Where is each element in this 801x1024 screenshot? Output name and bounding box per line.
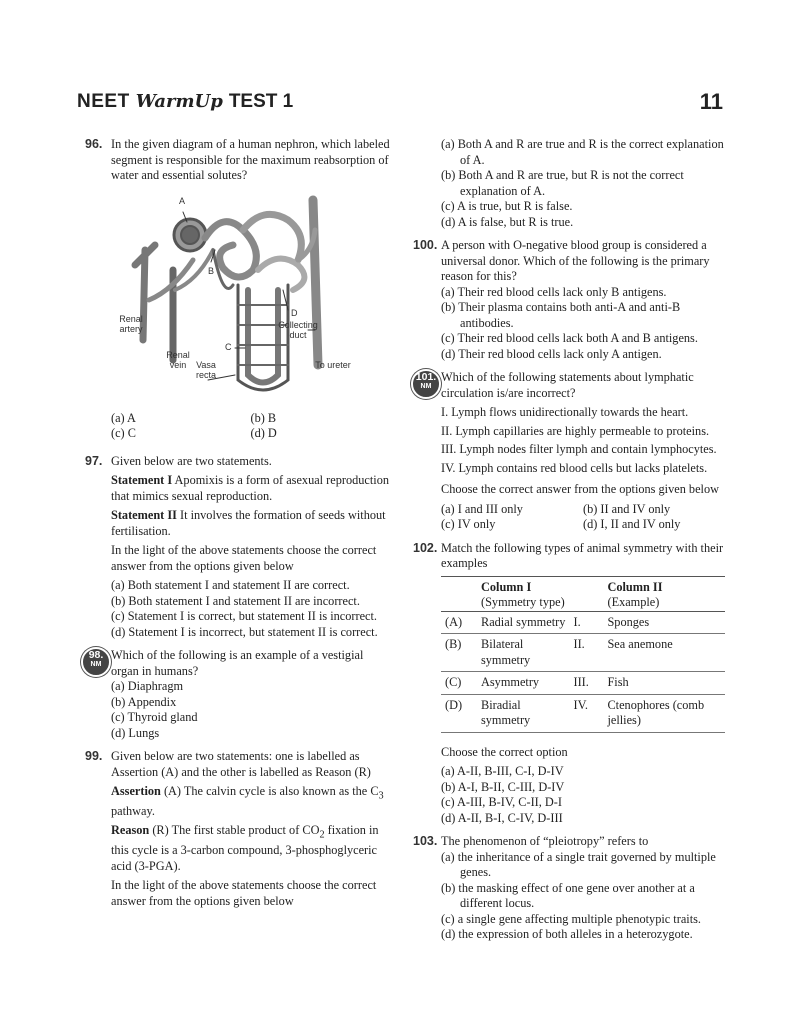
- match-table: [441, 576, 725, 733]
- statement-1: [111, 473, 390, 504]
- option-c[interactable]: (c) Their red blood cells lack both A and B antigens.: [441, 331, 698, 345]
- table-row: [441, 694, 725, 732]
- option-d[interactable]: (d) the expression of both alleles in a heterozygote.: [441, 927, 693, 941]
- question-text: Match the following types of animal symmetry with their examples: [441, 540, 724, 570]
- statement-iii: III. Lymph nodes filter lymph and contain lymphocytes.: [441, 442, 717, 456]
- option-c[interactable]: (c) a single gene affecting multiple phenotypic traits.: [441, 911, 701, 926]
- badge-nm: NM: [90, 661, 102, 668]
- statement-text: Apomixis is a form of asexual reproduction that mimics sexual reproduction.: [111, 473, 389, 503]
- option-a[interactable]: (a) Both A and R are true and R is the correct explanation of A.: [441, 137, 724, 167]
- row-value: Radial symmetry: [481, 614, 566, 629]
- question-number: 103.: [413, 834, 438, 848]
- subscript: 2: [319, 829, 325, 841]
- option-b[interactable]: (b) Both A and R are true, but R is not the correct explanation of A.: [441, 168, 684, 198]
- diagram-label-b: B: [208, 265, 215, 276]
- question-text: Which of the following statements about lymphatic circulation is/are incorrect?: [441, 370, 694, 400]
- row-key: (A): [445, 614, 463, 629]
- left-column: [85, 137, 390, 909]
- diagram-label-renal-vein: Renal vein: [166, 349, 190, 370]
- option-b[interactable]: (b) A-I, B-II, C-III, D-IV: [441, 779, 565, 794]
- row-key: (D): [445, 697, 463, 712]
- option-b[interactable]: (b) Appendix: [111, 694, 177, 709]
- row-value: Bilateral symmetry: [481, 637, 531, 667]
- option-c[interactable]: (c) A is true, but R is false.: [441, 199, 573, 213]
- badge-nm: NM: [420, 383, 432, 390]
- column-2-subtitle: (Example): [607, 595, 660, 609]
- nephron-illustration: [113, 190, 373, 405]
- row-num: I.: [573, 614, 581, 629]
- reason-text: (R) The first stable product of CO: [149, 823, 320, 838]
- option-c[interactable]: (c) A-III, B-IV, C-II, D-I: [441, 795, 562, 809]
- header-test: TEST 1: [228, 91, 294, 112]
- page-header: [77, 91, 293, 113]
- option-c[interactable]: (c) IV only: [441, 517, 496, 531]
- option-d[interactable]: (d) Statement I is incorrect, but statement II is correct.: [111, 624, 378, 639]
- option-d[interactable]: (d) A-II, B-I, C-IV, D-III: [441, 810, 563, 825]
- question-99-options: [415, 137, 725, 230]
- statement-text: It involves the formation of seeds without fertilisation.: [111, 508, 386, 538]
- table-row: [441, 672, 725, 695]
- diagram-label-ureter: To ureter: [315, 359, 351, 370]
- instruction: Choose the correct answer from the options given below: [441, 482, 719, 496]
- reason-text-end: fixation in this cycle is a 3-carbon compound, 3-phosphoglyceric acid (3-PGA).: [111, 823, 379, 873]
- options-grid: [441, 502, 725, 533]
- statement-label: Statement I: [111, 473, 173, 487]
- table-row: [441, 634, 725, 672]
- question-101: [415, 370, 725, 533]
- column-2-title: Column II: [607, 579, 663, 594]
- statement-iv: IV. Lymph contains red blood cells but lacks platelets.: [441, 460, 708, 475]
- question-number: 99.: [85, 749, 103, 763]
- subscript: 3: [378, 790, 384, 802]
- question-text: Given below are two statements.: [111, 453, 272, 468]
- row-num: II.: [573, 637, 585, 651]
- question-100: [415, 238, 725, 362]
- option-a[interactable]: (a) A: [111, 410, 136, 425]
- diagram-label-renal-artery: Renal artery: [119, 313, 143, 334]
- instruction: In the light of the above statements choose the correct answer from the options given below: [111, 543, 377, 573]
- option-c[interactable]: (c) C: [111, 426, 136, 440]
- option-c[interactable]: (c) Statement I is correct, but statement II is incorrect.: [111, 609, 377, 623]
- question-number: 97.: [85, 453, 103, 468]
- option-a[interactable]: (a) Both statement I and statement II are correct.: [111, 578, 350, 592]
- header-warmup: WarmUp: [135, 91, 223, 112]
- diagram-label-c: C: [225, 341, 232, 352]
- question-text: Which of the following is an example of a vestigial organ in humans?: [111, 648, 364, 678]
- question-98: [85, 648, 390, 741]
- question-103: [415, 834, 725, 943]
- option-a[interactable]: (a) I and III only: [441, 501, 523, 516]
- row-value: Asymmetry: [481, 675, 540, 689]
- question-97: [85, 454, 390, 641]
- option-d[interactable]: (d) Their red blood cells lack only A antigen.: [441, 346, 662, 361]
- column-1-subtitle: (Symmetry type): [481, 595, 565, 609]
- option-b[interactable]: (b) Their plasma contains both anti-A and anti-B antibodies.: [441, 300, 681, 330]
- row-num: IV.: [573, 697, 588, 712]
- option-a[interactable]: (a) Diaphragm: [111, 679, 184, 693]
- option-a[interactable]: (a) A-II, B-III, C-I, D-IV: [441, 764, 564, 778]
- row-value: Biradial symmetry: [481, 697, 531, 727]
- row-example: Sea anemone: [607, 637, 673, 651]
- reason-label: Reason: [111, 823, 150, 838]
- question-text: Given below are two statements: one is labelled as Assertion (A) and the other is labelled as Reason (R): [111, 749, 371, 779]
- option-c[interactable]: (c) Thyroid gland: [111, 710, 198, 724]
- question-text: The phenomenon of “pleiotropy” refers to: [441, 834, 649, 848]
- nm-badge: [81, 647, 111, 677]
- assertion-label: Assertion: [111, 784, 161, 798]
- question-number: 102.: [413, 540, 438, 555]
- nephron-diagram: [113, 190, 373, 405]
- right-column: [415, 137, 725, 943]
- question-number: 100.: [413, 238, 438, 252]
- row-example: Sponges: [607, 614, 650, 629]
- statement-2: [111, 508, 390, 539]
- diagram-label-vasa-recta: Vasa recta: [195, 359, 216, 380]
- assertion-text: (A) The calvin cycle is also known as the C: [160, 784, 379, 798]
- row-num: III.: [573, 675, 589, 689]
- statement-label: Statement II: [111, 508, 177, 522]
- option-d[interactable]: (d) Lungs: [111, 725, 160, 740]
- row-key: (B): [445, 637, 462, 651]
- option-d[interactable]: (d) I, II and IV only: [583, 517, 681, 531]
- option-b[interactable]: (b) the masking effect of one gene over another at a different locus.: [441, 880, 695, 910]
- option-a[interactable]: (a) Their red blood cells lack only B antigens.: [441, 284, 667, 299]
- statement-i: I. Lymph flows unidirectionally towards the heart.: [441, 405, 689, 419]
- options-grid: [111, 411, 390, 442]
- badge-number: 98.: [88, 649, 104, 661]
- page-number: 11: [699, 89, 723, 114]
- table-header-row: [441, 576, 725, 611]
- diagram-label-d: D: [291, 307, 298, 318]
- question-number: 96.: [85, 137, 103, 151]
- column-1-title: Column I: [481, 579, 532, 594]
- badge-number: 101.: [415, 371, 437, 383]
- option-a[interactable]: (a) the inheritance of a single trait governed by multiple genes.: [441, 849, 716, 879]
- option-b[interactable]: (b) B: [250, 410, 277, 425]
- column-1-header: [477, 576, 569, 611]
- instruction: Choose the correct option: [441, 744, 568, 759]
- header-brand: NEET: [77, 91, 130, 112]
- assertion-text-end: pathway.: [111, 803, 155, 818]
- question-102: [415, 541, 725, 827]
- column-2-header: [603, 576, 725, 611]
- question-text: In the given diagram of a human nephron, which labeled segment is responsible for the maximum reabsorption of water and essential solutes?: [111, 137, 390, 182]
- option-d[interactable]: (d) D: [250, 426, 277, 440]
- option-d[interactable]: (d) A is false, but R is true.: [441, 214, 574, 229]
- nm-badge: [411, 369, 441, 399]
- diagram-label-collecting-duct: Collecting duct: [278, 319, 318, 340]
- row-example: Ctenophores (comb jellies): [607, 697, 705, 727]
- table-row: [441, 611, 725, 634]
- statement-ii: II. Lymph capillaries are highly permeable to proteins.: [441, 423, 710, 438]
- row-key: (C): [445, 675, 462, 689]
- option-b[interactable]: (b) II and IV only: [583, 501, 671, 516]
- question-99: [85, 749, 390, 909]
- question-96: [85, 137, 390, 442]
- diagram-label-a: A: [179, 195, 186, 206]
- row-example: Fish: [607, 675, 629, 689]
- instruction: In the light of the above statements choose the correct answer from the options given below: [111, 878, 377, 908]
- reason: [111, 823, 390, 874]
- option-b[interactable]: (b) Both statement I and statement II are incorrect.: [111, 593, 360, 608]
- question-text: A person with O-negative blood group is considered a universal donor. Which of the following is the primary reason for this?: [441, 238, 710, 283]
- assertion: [111, 784, 390, 819]
